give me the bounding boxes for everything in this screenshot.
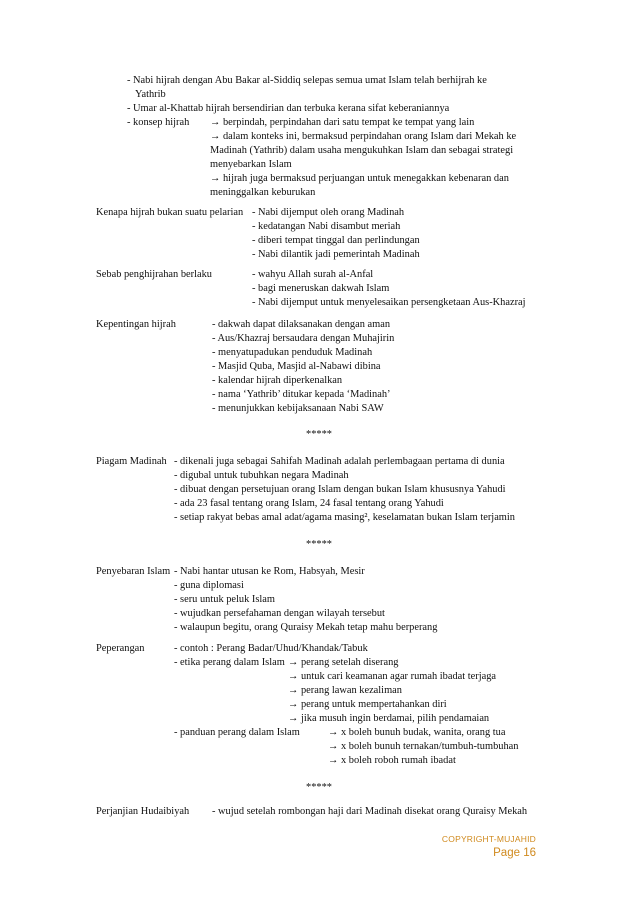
- list-item: → untuk cari keamanan agar rumah ibadat terjaga: [288, 671, 497, 682]
- section-label: Peperangan: [96, 643, 145, 654]
- list-item: → perang setelah diserang: [288, 657, 399, 668]
- section-label: Kepentingan hijrah: [96, 319, 176, 330]
- intro-line: Yathrib: [135, 89, 166, 100]
- intro-line: meninggalkan keburukan: [210, 187, 316, 198]
- separator: *****: [306, 429, 332, 440]
- list-item: - diberi tempat tinggal dan perlindungan: [252, 235, 420, 246]
- list-item: - dikenali juga sebagai Sahifah Madinah adalah perlembagaan pertama di dunia: [174, 456, 505, 467]
- list-item: - menyatupadukan penduduk Madinah: [212, 347, 373, 358]
- intro-line: - Nabi hijrah dengan Abu Bakar al-Siddiq selepas semua umat Islam telah berhijrah ke: [127, 75, 487, 86]
- list-item: → x boleh bunuh budak, wanita, orang tua: [328, 727, 506, 738]
- list-item: - kedatangan Nabi disambut meriah: [252, 221, 401, 232]
- intro-line: - Umar al-Khattab hijrah bersendirian dan terbuka kerana sifat keberaniannya: [127, 103, 450, 114]
- list-item: - Masjid Quba, Masjid al-Nabawi dibina: [212, 361, 381, 372]
- list-item: - menunjukkan kebijaksanaan Nabi SAW: [212, 403, 384, 414]
- intro-line: Madinah (Yathrib) dalam usaha mengukuhkan Islam dan sebagai strategi: [210, 145, 514, 156]
- list-item: - kalendar hijrah diperkenalkan: [212, 375, 343, 386]
- list-item: - bagi meneruskan dakwah Islam: [252, 283, 390, 294]
- list-item: - Nabi dilantik jadi pemerintah Madinah: [252, 249, 420, 260]
- intro-line: → berpindah, perpindahan dari satu tempat ke tempat yang lain: [210, 117, 475, 128]
- list-item: - guna diplomasi: [174, 580, 244, 591]
- separator: *****: [306, 539, 332, 550]
- list-item: → jika musuh ingin berdamai, pilih pendamaian: [288, 713, 490, 724]
- list-item: - Nabi dijemput oleh orang Madinah: [252, 207, 405, 218]
- list-item: - dakwah dapat dilaksanakan dengan aman: [212, 319, 391, 330]
- section-label: Perjanjian Hudaibiyah: [96, 806, 190, 817]
- list-item: - wahyu Allah surah al-Anfal: [252, 269, 374, 280]
- list-item: - digubal untuk tubuhkan negara Madinah: [174, 470, 349, 481]
- list-item: - etika perang dalam Islam: [174, 657, 285, 668]
- intro-label: - konsep hijrah: [127, 117, 190, 128]
- list-item: - panduan perang dalam Islam: [174, 727, 300, 738]
- section-label: Sebab penghijrahan berlaku: [96, 269, 212, 280]
- list-item: → perang untuk mempertahankan diri: [288, 699, 447, 710]
- list-item: - Nabi hantar utusan ke Rom, Habsyah, Mesir: [174, 566, 365, 577]
- list-item: - setiap rakyat bebas amal adat/agama masing², keselamatan bukan Islam terjamin: [174, 512, 515, 523]
- list-item: → x boleh roboh rumah ibadat: [328, 755, 456, 766]
- list-item: - Aus/Khazraj bersaudara dengan Muhajirin: [212, 333, 395, 344]
- intro-line: menyebarkan Islam: [210, 159, 292, 170]
- section-label: Penyebaran Islam: [96, 566, 171, 577]
- list-item: → x boleh bunuh ternakan/tumbuh-tumbuhan: [328, 741, 519, 752]
- list-item: - seru untuk peluk Islam: [174, 594, 275, 605]
- list-item: - dibuat dengan persetujuan orang Islam dengan bukan Islam khususnya Yahudi: [174, 484, 506, 495]
- list-item: - ada 23 fasal tentang orang Islam, 24 fasal tentang orang Yahudi: [174, 498, 444, 509]
- copyright-footer: COPYRIGHT-MUJAHID: [441, 834, 536, 844]
- separator: *****: [306, 782, 332, 793]
- section-label: Piagam Madinah: [96, 456, 167, 467]
- intro-line: → hijrah juga bermaksud perjuangan untuk menegakkan kebenaran dan: [210, 173, 509, 184]
- list-item: → perang lawan kezaliman: [288, 685, 402, 696]
- list-item: - Nabi dijemput untuk menyelesaikan persengketaan Aus-Khazraj: [252, 297, 526, 308]
- list-item: - contoh : Perang Badar/Uhud/Khandak/Tabuk: [174, 643, 368, 654]
- page-number: Page 16: [493, 847, 536, 859]
- section-label: Kenapa hijrah bukan suatu pelarian: [96, 207, 244, 218]
- intro-line: → dalam konteks ini, bermaksud perpindahan orang Islam dari Mekah ke: [210, 131, 517, 142]
- list-item: - walaupun begitu, orang Quraisy Mekah tetap mahu berperang: [174, 622, 438, 633]
- list-item: - wujud setelah rombongan haji dari Madinah disekat orang Quraisy Mekah: [212, 806, 528, 817]
- list-item: - nama ‘Yathrib’ ditukar kepada ‘Madinah’: [212, 389, 391, 400]
- list-item: - wujudkan persefahaman dengan wilayah tersebut: [174, 608, 385, 619]
